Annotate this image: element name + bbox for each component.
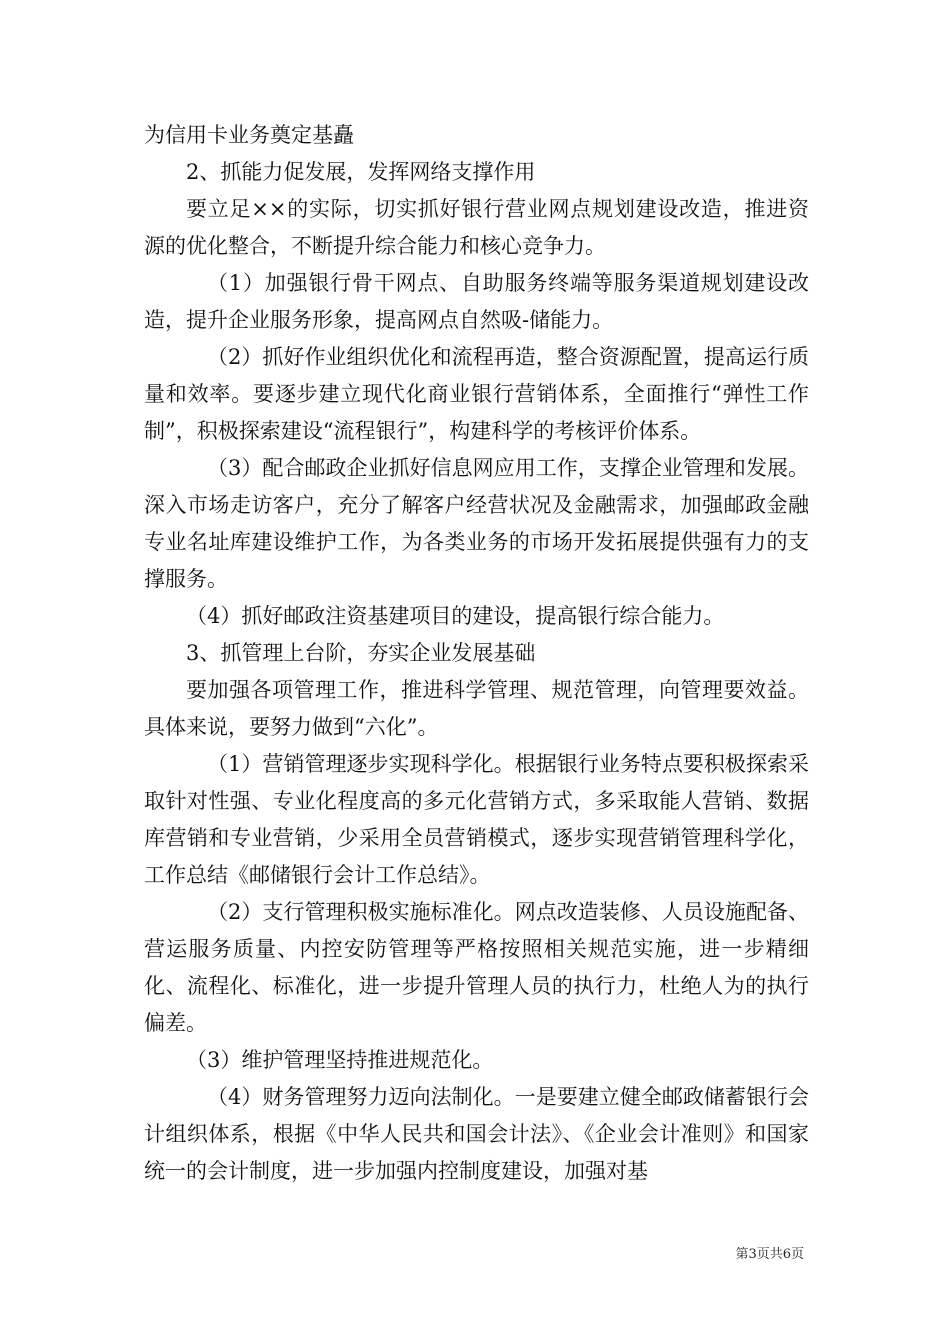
section-heading: 3、抓管理上台阶，夯实企业发展基础 — [186, 641, 536, 665]
list-item: （1）营销管理逐步实现科学化。根据银行业务特点要积极探索采取针对性强、专业化程度高的多元化营销方式，多采取能人营销、数据库营销和专业营销，少采用全员营销模式，逐步实现营销管理科学化，工作总结《邮储银行会计工作总结》。 — [144, 752, 809, 887]
list-item: （1）加强银行骨干网点、自助服务终端等服务渠道规划建设改造，提升企业服务形象，提高网点自然吸-储能力。 — [144, 271, 809, 332]
list-item: （2）抓好作业组织优化和流程再造，整合资源配置，提高运行质量和效率。要逐步建立现代化商业银行营销体系，全面推行“弹性工作制”，积极探索建设“流程银行”，构建科学的考核评价体系。 — [144, 345, 809, 443]
paragraph: 为信用卡业务奠定基矗 — [144, 123, 354, 147]
list-item: （4）财务管理努力迈向法制化。一是要建立健全邮政储蓄银行会计组织体系，根据《中华人民共和国会计法》、《企业会计准则》和国家统一的会计制度，进一步加强内控制度建设，加强对基 — [144, 1085, 809, 1183]
paragraph: 要立足××的实际，切实抓好银行营业网点规划建设改造，推进资源的优化整合，不断提升综合能力和核心竞争力。 — [144, 197, 809, 258]
list-item: （3）维护管理坚持推进规范化。 — [186, 1048, 494, 1072]
list-item: （3）配合邮政企业抓好信息网应用工作，支撑企业管理和发展。深入市场走访客户，充分了解客户经营状况及金融需求，加强邮政金融专业名址库建设维护工作，为各类业务的市场开发拓展提供强有力的支撑服务。 — [144, 456, 809, 591]
paragraph: 要加强各项管理工作，推进科学管理、规范管理，向管理要效益。具体来说，要努力做到“六化”。 — [144, 678, 809, 739]
page-number: 第3页共6页 — [735, 1247, 804, 1262]
document-body — [144, 117, 809, 1190]
section-heading: 2、抓能力促发展，发挥网络支撑作用 — [186, 160, 536, 184]
list-item: （4）抓好邮政注资基建项目的建设，提高银行综合能力。 — [186, 604, 725, 628]
list-item: （2）支行管理积极实施标准化。网点改造装修、人员设施配备、营运服务质量、内控安防管理等严格按照相关规范实施，进一步精细化、流程化、标准化，进一步提升管理人员的执行力，杜绝人为的执行偏差。 — [144, 900, 809, 1035]
